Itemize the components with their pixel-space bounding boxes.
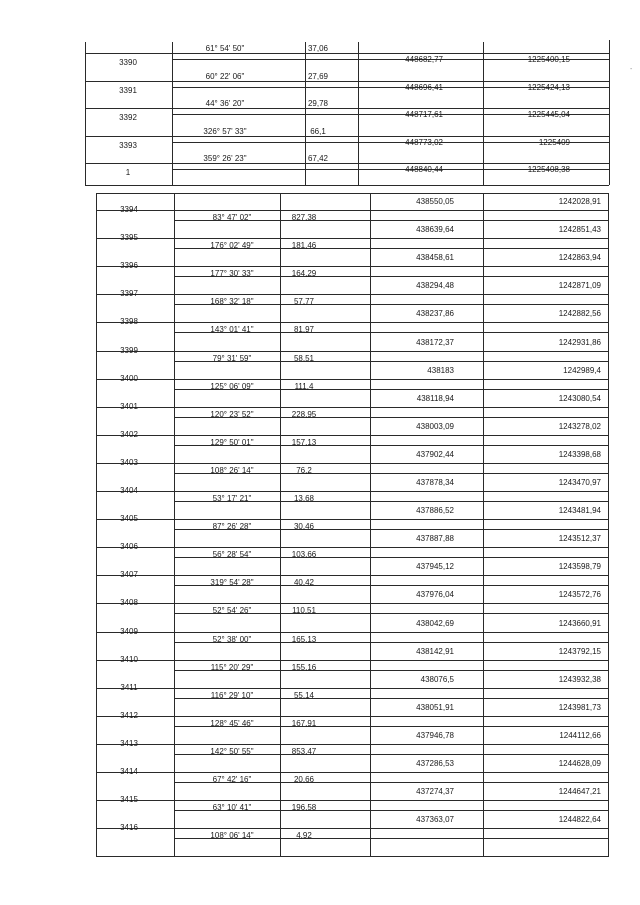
- section-b-row-rule: [96, 688, 608, 689]
- segment-angle: 326° 57' 33": [203, 126, 247, 136]
- point-id: 3416: [120, 823, 138, 833]
- coordinate-y: 1242882,56: [558, 309, 601, 319]
- point-id: 3406: [120, 542, 138, 552]
- coordinate-y: 1244822,64: [558, 815, 601, 825]
- segment-angle: 129° 50' 01": [210, 437, 254, 447]
- point-id: 3410: [120, 654, 138, 664]
- segment-distance: 157,13: [291, 437, 317, 447]
- segment-angle: 116° 29' 10": [210, 690, 254, 700]
- segment-angle: 143° 01' 41": [210, 325, 254, 335]
- section-b-row-rule: [96, 322, 608, 323]
- coordinate-y: 1242989,4: [563, 365, 601, 375]
- segment-angle: 115° 20' 29": [210, 662, 254, 672]
- point-id: 3395: [120, 233, 138, 243]
- point-id: 3400: [120, 373, 138, 383]
- coordinate-y: 1242871,09: [558, 281, 601, 291]
- segment-distance: 853,47: [291, 746, 317, 756]
- segment-angle: 177° 30' 33": [210, 269, 254, 279]
- segment-distance: 111,4: [294, 381, 314, 391]
- coordinate-x: 438051,91: [416, 702, 454, 712]
- coordinate-x: 438458,61: [416, 253, 454, 263]
- coordinate-y: 1243398,68: [558, 449, 601, 459]
- segment-angle: 44° 36' 20": [205, 99, 245, 109]
- segment-angle: 319° 54' 28": [210, 578, 254, 588]
- coordinate-y: 1243512,37: [558, 534, 601, 544]
- point-id: 3412: [120, 710, 138, 720]
- segment-angle: 108° 06' 14": [210, 831, 254, 841]
- segment-distance: 66,1: [310, 126, 326, 136]
- section-a-bottom-rule: [85, 185, 609, 186]
- coordinate-x: 438237,86: [416, 309, 454, 319]
- segment-distance: 27,69: [307, 71, 329, 81]
- coordinate-x: 448682,77: [405, 55, 443, 64]
- segment-angle: 120° 23' 52": [210, 409, 254, 419]
- point-id: 3411: [120, 682, 138, 692]
- coordinate-y: 1244647,21: [558, 787, 601, 797]
- segment-distance: 37,06: [307, 44, 329, 53]
- point-id: 3402: [120, 429, 138, 439]
- section-b-row-rule: [96, 800, 608, 801]
- segment-distance: 40,42: [293, 578, 315, 588]
- coordinate-x: 438076,5: [420, 674, 454, 684]
- coordinate-y: 1242028,91: [558, 197, 601, 206]
- coordinate-x: 438294,48: [416, 281, 454, 291]
- segment-distance: 228,95: [291, 409, 317, 419]
- coordinate-y: 1225409: [538, 137, 570, 147]
- segment-distance: 67,42: [307, 154, 329, 164]
- point-id: 3398: [120, 317, 138, 327]
- section-b-column-rule: [174, 193, 175, 857]
- section-b-row-rule: [96, 716, 608, 717]
- coordinate-x: 437878,34: [416, 478, 454, 487]
- section-b-top-rule: [96, 193, 608, 194]
- coordinate-y: 1243598,79: [558, 562, 601, 572]
- point-id: 3393: [119, 140, 137, 150]
- section-b-row-rule: [96, 294, 608, 295]
- segment-angle: 52° 54' 26": [212, 606, 252, 616]
- section-b-column-rule: [370, 193, 371, 857]
- point-id: 3415: [120, 795, 138, 805]
- point-id: 3397: [120, 289, 138, 299]
- section-b-column-rule: [483, 193, 484, 857]
- section-b-row-rule: [96, 547, 608, 548]
- coordinate-y: 1243572,76: [558, 590, 601, 600]
- section-b-row-rule: [96, 379, 608, 380]
- segment-distance: 167,91: [291, 718, 317, 728]
- coordinate-y: 1244112,66: [559, 730, 601, 740]
- section-b-column-rule: [608, 193, 609, 857]
- section-b-row-rule: [96, 210, 608, 211]
- segment-angle: 52° 38' 00": [212, 634, 252, 644]
- coordinate-y: 1225408,38: [527, 165, 570, 175]
- point-id: 3405: [120, 514, 138, 524]
- page-edge-mark: -: [630, 66, 633, 73]
- segment-distance: 29,78: [307, 99, 329, 109]
- coordinate-y: 1243792,15: [558, 646, 601, 656]
- segment-distance: 155,16: [291, 662, 317, 672]
- segment-distance: 164,29: [291, 269, 317, 279]
- segment-angle: 359° 26' 23": [203, 154, 247, 164]
- segment-angle: 125° 06' 09": [210, 381, 254, 391]
- point-id: 3392: [119, 113, 137, 123]
- point-id: 1: [125, 168, 131, 178]
- segment-distance: 4,92: [296, 831, 312, 841]
- section-b-row-rule: [96, 491, 608, 492]
- segment-angle: 53° 17' 21": [212, 494, 252, 503]
- point-id: 3399: [120, 345, 138, 355]
- coordinate-y: 1244628,09: [558, 759, 601, 768]
- section-b-row-rule: [96, 744, 608, 745]
- coordinate-x: 437902,44: [416, 449, 454, 459]
- segment-angle: 67° 42' 16": [212, 775, 252, 784]
- coordinate-x: 438183: [427, 365, 454, 375]
- coordinate-y: 1242863,94: [558, 253, 601, 263]
- coordinate-y: 1243660,91: [558, 618, 601, 628]
- coordinate-x: 437976,04: [416, 590, 454, 600]
- point-id: 3413: [120, 738, 138, 748]
- point-id: 3407: [120, 570, 138, 580]
- segment-distance: 13,68: [293, 494, 315, 503]
- point-id: 3408: [120, 598, 138, 608]
- segment-distance: 196,58: [291, 803, 317, 813]
- coordinate-x: 437946,78: [416, 730, 454, 740]
- coordinate-x: 438550,05: [416, 197, 454, 206]
- coordinate-x: 438172,37: [416, 337, 454, 347]
- coordinate-x: 448717,61: [405, 110, 443, 120]
- point-id: 3390: [119, 58, 137, 67]
- segment-distance: 165,13: [291, 634, 317, 644]
- coordinate-y: 1225445,04: [527, 110, 570, 120]
- section-b-row-rule: [96, 603, 608, 604]
- coordinate-x: 437887,88: [416, 534, 454, 544]
- section-b-row-rule: [96, 632, 608, 633]
- coordinate-x: 438042,69: [416, 618, 454, 628]
- coordinate-x: 437363,07: [416, 815, 454, 825]
- coordinate-x: 448840,44: [405, 165, 443, 175]
- section-b-row-rule: [96, 351, 608, 352]
- coordinate-y: 1242931,86: [558, 337, 601, 347]
- segment-angle: 79° 31' 59": [212, 353, 252, 363]
- segment-distance: 57,77: [293, 297, 315, 307]
- segment-angle: 60° 22' 06": [205, 71, 245, 81]
- segment-distance: 55,14: [293, 690, 315, 700]
- section-b-row-rule: [96, 575, 608, 576]
- coordinate-x: 448773,02: [405, 137, 443, 147]
- section-b-row-rule: [96, 772, 608, 773]
- segment-distance: 103,66: [291, 550, 317, 560]
- segment-distance: 30,46: [293, 522, 315, 532]
- point-id: 3394: [120, 205, 138, 214]
- segment-distance: 827,38: [291, 213, 317, 222]
- point-id: 3391: [119, 85, 137, 95]
- point-id: 3414: [120, 767, 138, 776]
- coordinate-y: 1242851,43: [558, 225, 601, 235]
- coordinate-x: 438639,64: [416, 225, 454, 235]
- coordinate-x: 437886,52: [416, 506, 454, 516]
- segment-distance: 110,51: [292, 606, 316, 616]
- section-b-row-rule: [96, 463, 608, 464]
- segment-distance: 20,66: [293, 775, 315, 784]
- coordinate-x: 438003,09: [416, 421, 454, 431]
- coordinate-y: 1243470,97: [558, 478, 601, 487]
- coordinate-x: 437945,12: [416, 562, 454, 572]
- coordinate-x: 448696,41: [405, 82, 443, 92]
- section-b-row-rule: [96, 266, 608, 267]
- coordinate-x: 438118,94: [416, 393, 454, 403]
- segment-distance: 76,2: [296, 465, 312, 475]
- coordinate-y: 1225424,13: [527, 82, 570, 92]
- coordinate-y: 1243080,54: [558, 393, 601, 403]
- point-id: 3409: [120, 626, 138, 636]
- coordinate-y: 1225400,15: [527, 55, 570, 64]
- section-b-row-rule: [96, 828, 608, 829]
- section-b-bottom-rule: [96, 856, 608, 857]
- segment-angle: 61° 54' 50": [205, 44, 245, 53]
- coordinate-x: 437274,37: [416, 787, 454, 797]
- coordinate-y: 1243278,02: [558, 421, 601, 431]
- coordinate-y: 1243481,94: [558, 506, 601, 516]
- section-b-row-rule: [96, 519, 608, 520]
- point-id: 3404: [120, 486, 138, 495]
- section-b-row-rule: [96, 660, 608, 661]
- coordinate-y: 1243932,38: [558, 674, 601, 684]
- section-b-row-rule: [96, 238, 608, 239]
- segment-angle: 87° 26' 28": [212, 522, 252, 532]
- section-b-row-rule: [96, 435, 608, 436]
- segment-angle: 128° 45' 46": [210, 718, 254, 728]
- point-id: 3401: [120, 401, 138, 411]
- section-a-column-rule: [609, 40, 610, 185]
- segment-angle: 108° 26' 14": [210, 465, 254, 475]
- segment-angle: 176° 02' 49": [210, 241, 254, 251]
- segment-distance: 81,97: [293, 325, 315, 335]
- coordinate-x: 438142,91: [416, 646, 454, 656]
- segment-angle: 83° 47' 02": [212, 213, 252, 222]
- point-id: 3403: [120, 457, 138, 467]
- coordinate-x: 437286,53: [416, 759, 454, 768]
- segment-distance: 58,51: [293, 353, 315, 363]
- segment-angle: 63° 10' 41": [212, 803, 252, 813]
- segment-distance: 181,46: [291, 241, 317, 251]
- segment-angle: 142° 50' 55": [210, 746, 254, 756]
- point-id: 3396: [120, 261, 138, 271]
- segment-angle: 168° 32' 18": [210, 297, 254, 307]
- segment-angle: 56° 28' 54": [212, 550, 252, 560]
- section-b-row-rule: [96, 407, 608, 408]
- coordinate-y: 1243981,73: [558, 702, 601, 712]
